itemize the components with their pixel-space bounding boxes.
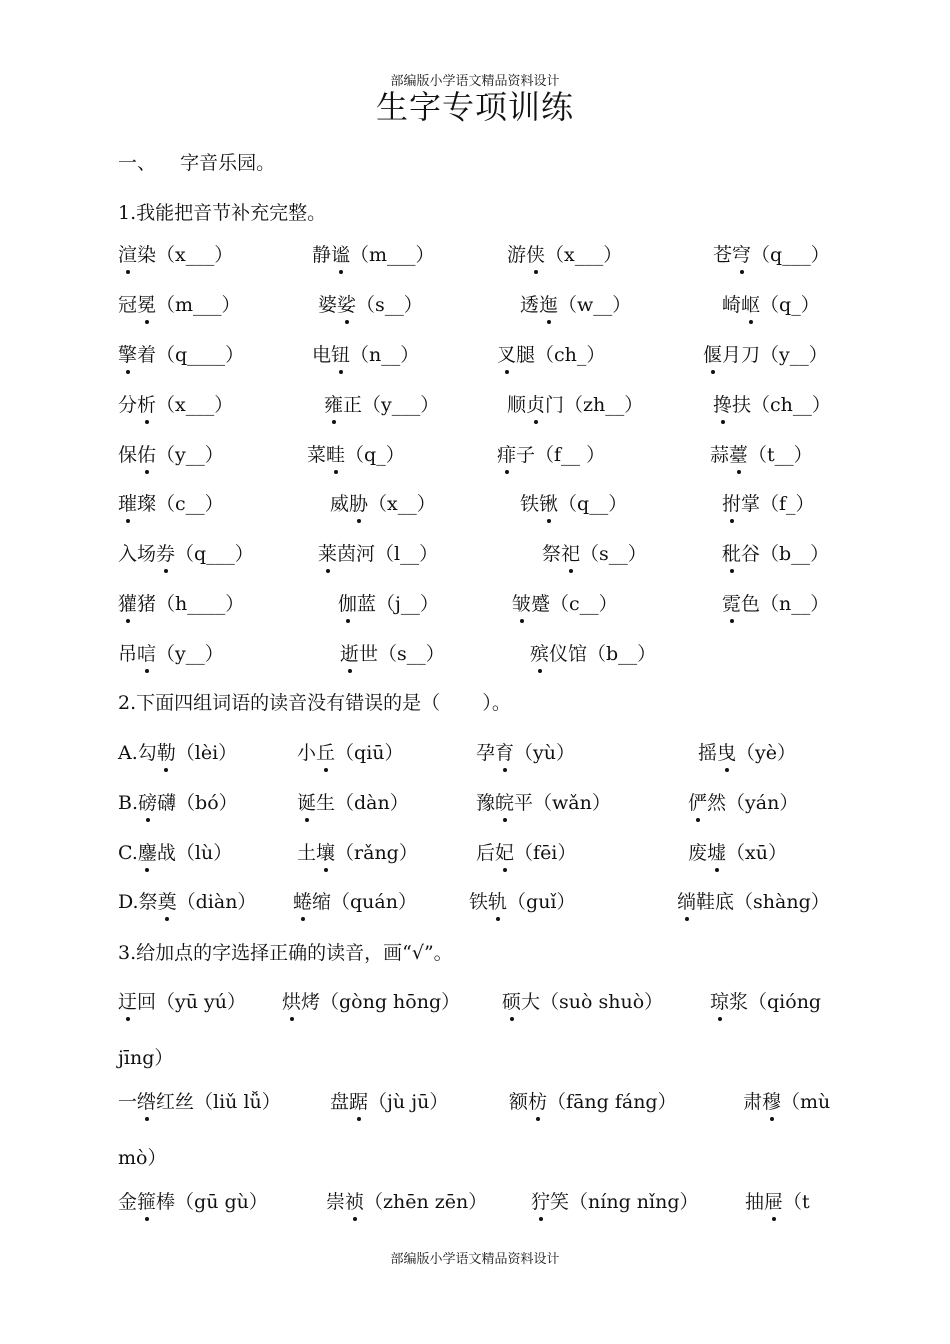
q1-word-item [118,589,244,616]
q3-word-item [710,987,821,1014]
q2-word-item [698,738,796,765]
word-suffix-pinyin: （q___） [751,244,830,266]
q3-word-item [118,1143,166,1170]
word-suffix-pinyin: 腿（ch_） [516,344,606,366]
emphasized-character: 券 [156,539,175,566]
emphasized-character: 踞 [349,1087,368,1114]
emphasized-character: 诞 [297,788,316,815]
word-prefix: 分 [118,394,138,416]
section-heading: 一、 字音乐园。 [118,152,276,174]
emphasized-character: 娑 [337,290,356,317]
emphasized-character: 岖 [741,290,760,317]
emphasized-character: 勒 [157,738,176,765]
word-prefix: jīng） [118,1047,174,1069]
word-prefix: 金 [118,1191,138,1213]
q2-word-item [688,838,787,865]
emphasized-character: 侠 [526,240,545,267]
word-prefix: 入场 [118,543,157,565]
q1-word-item [722,589,829,616]
q1-word-item [713,240,830,267]
word-prefix: 废 [688,842,708,864]
q1-word-item [542,539,647,566]
word-suffix-pinyin: （n__） [350,344,420,366]
word-prefix: A.勾 [118,742,157,764]
word-suffix-pinyin: （xū） [726,842,787,864]
word-suffix-pinyin: 茵河（l__） [337,543,439,565]
word-prefix: 威 [330,493,350,515]
q2-word-item [297,738,404,765]
word-suffix-pinyin: 回（yū yú） [137,991,246,1013]
q2-word-item [118,788,238,815]
word-suffix-pinyin: 生（dàn） [316,792,409,814]
emphasized-character: 祯 [345,1187,364,1214]
emphasized-character: 磅 [138,788,157,815]
word-prefix: 后 [476,842,496,864]
word-suffix-pinyin: （t__） [748,444,813,466]
emphasized-character: 雍 [324,390,343,417]
word-suffix-pinyin: （fāng fáng） [547,1091,677,1113]
word-prefix: 祭 [542,543,562,565]
word-suffix-pinyin: 缩（quán） [312,891,417,913]
question-3-title: 3.给加点的字选择正确的读音，画“√”。 [118,942,453,964]
emphasized-character: 胁 [349,489,368,516]
emphasized-character: 畦 [326,440,345,467]
emphasized-character: 析 [137,390,156,417]
word-prefix: 菜 [307,444,327,466]
q1-word-item [118,290,241,317]
q1-word-item [507,240,622,267]
q1-word-item [710,440,813,467]
emphasized-character: 绱 [677,887,696,914]
q1-word-item [118,539,254,566]
word-prefix: 顺 [507,394,527,416]
word-suffix-pinyin: 门（zh__） [545,394,644,416]
q3-word-item [118,1087,281,1114]
word-suffix-pinyin: 礴（bó） [157,792,238,814]
word-prefix: 透 [520,294,540,316]
word-suffix-pinyin: （lèi） [175,742,238,764]
emphasized-character: 墟 [707,838,726,865]
q3-word-item [118,987,246,1014]
emphasized-character: 祀 [561,539,580,566]
q1-word-item [497,340,605,367]
emphasized-character: 贞 [526,390,545,417]
page-title: 生字专项训练 [375,88,574,126]
q1-word-item [507,390,643,417]
emphasized-character: 育 [495,738,514,765]
word-prefix: 蒜 [710,444,730,466]
word-suffix-pinyin: （mù [781,1091,831,1113]
q3-word-item [502,987,663,1014]
emphasized-character: 迤 [539,290,558,317]
emphasized-character: 硕 [502,987,521,1014]
word-suffix-pinyin: （yè） [736,742,797,764]
emphasized-character: 秕 [722,539,741,566]
word-prefix: B. [118,792,139,814]
word-suffix-pinyin: 蹙（c__） [531,593,618,615]
word-suffix-pinyin: 璨（c__） [137,493,224,515]
emphasized-character: 璀 [118,489,137,516]
word-prefix: 婆 [318,294,338,316]
q1-word-item [118,240,233,267]
word-suffix-pinyin: 正（y___） [343,394,440,416]
word-prefix: 冠 [118,294,138,316]
q1-word-item [324,390,439,417]
q2-word-item [476,788,611,815]
word-suffix-pinyin: （y__） [156,643,224,665]
q1-word-item [118,639,224,666]
q2-word-item [118,838,232,865]
word-prefix: mò） [118,1147,167,1169]
word-prefix: 崎 [722,294,742,316]
word-prefix: 苍 [713,244,733,266]
emphasized-character: 蜷 [293,887,312,914]
word-suffix-pinyin: （q_） [760,294,820,316]
word-suffix-pinyin: （fēi） [514,842,577,864]
q1-word-item [118,440,224,467]
word-prefix: 电 [312,344,332,366]
emphasized-character: 冕 [137,290,156,317]
word-suffix-pinyin: （x___） [156,394,234,416]
word-prefix: 摇 [698,742,718,764]
emphasized-character: 枋 [528,1087,547,1114]
word-prefix: 孕 [476,742,496,764]
emphasized-character: 擎 [118,340,137,367]
emphasized-character: 逝 [340,639,359,666]
word-prefix: 铁 [520,493,540,515]
word-suffix-pinyin: 蓝（j__） [357,593,439,615]
q1-word-item [722,290,820,317]
word-suffix-pinyin: （m___） [350,244,435,266]
emphasized-character: 丘 [316,738,335,765]
word-suffix-pinyin: （q_） [345,444,405,466]
q1-word-item [118,390,233,417]
q1-word-item [307,440,405,467]
word-suffix-pinyin: （rǎng） [335,842,418,864]
emphasized-character: 渲 [118,240,137,267]
word-suffix-pinyin: （q___） [175,543,254,565]
emphasized-character: 钮 [331,340,350,367]
emphasized-character: 獾 [118,589,137,616]
word-suffix-pinyin: 浆（qióng [729,991,822,1013]
q3-word-item [509,1087,677,1114]
q2-word-item [476,838,576,865]
word-suffix-pinyin: （q__） [558,493,628,515]
word-suffix-pinyin: （qiū） [335,742,404,764]
q3-word-item [531,1187,698,1214]
word-suffix-pinyin: （m___） [156,294,241,316]
emphasized-character: 皖 [495,788,514,815]
word-prefix: 崇 [326,1191,346,1213]
word-suffix-pinyin: 棒（gū gù） [156,1191,268,1213]
word-suffix-pinyin: （s__） [356,294,423,316]
page-header: 部编版小学语文精品资料设计 [390,74,560,89]
word-suffix-pinyin: 谷（b__） [741,543,830,565]
q3-word-item [282,987,460,1014]
emphasized-character: 莱 [318,539,337,566]
q3-word-item [326,1187,487,1214]
emphasized-character: 霓 [722,589,741,616]
word-prefix: 土 [297,842,317,864]
word-prefix: 小 [297,742,317,764]
q1-word-item [512,589,618,616]
emphasized-character: 谧 [331,240,350,267]
emphasized-character: 拊 [722,489,741,516]
q1-word-item [340,639,445,666]
emphasized-character: 伽 [338,589,357,616]
word-suffix-pinyin: （jù jū） [368,1091,449,1113]
q1-word-item [312,340,419,367]
word-suffix-pinyin: 月刀（y__） [722,344,828,366]
q1-word-item [520,290,631,317]
q1-word-item [722,539,829,566]
word-suffix-pinyin: 烤（gòng hōng） [301,991,461,1013]
q3-word-item [118,1043,173,1070]
word-prefix: 肃 [743,1091,763,1113]
word-suffix-pinyin: （zhēn zēn） [364,1191,488,1213]
emphasized-character: 痱 [497,440,516,467]
question-1-title: 1.我能把音节补充完整。 [118,202,327,224]
emphasized-character: 佑 [137,440,156,467]
emphasized-character: 殡 [530,639,549,666]
emphasized-character: 鏖 [138,838,157,865]
q2-word-item [688,788,798,815]
word-suffix-pinyin: 笑（níng nǐng） [550,1191,699,1213]
q2-word-item [118,738,237,765]
q1-word-item [338,589,439,616]
q1-word-item [118,340,244,367]
word-suffix-pinyin: 染（x___） [137,244,234,266]
emphasized-character: 唁 [137,639,156,666]
q1-word-item [118,489,224,516]
emphasized-character: 迂 [118,987,137,1014]
emphasized-character: 薹 [729,440,748,467]
q2-word-item [677,887,830,914]
q1-word-item [703,340,828,367]
emphasized-character: 琼 [710,987,729,1014]
emphasized-character: 叉 [497,340,516,367]
q1-word-item [318,539,438,566]
word-suffix-pinyin: （guǐ） [507,891,576,913]
q2-word-item [297,838,418,865]
q2-word-item [469,887,576,914]
emphasized-character: 穆 [762,1087,781,1114]
emphasized-character: 偃 [703,340,722,367]
word-prefix: 铁 [469,891,489,913]
emphasized-character: 轨 [488,887,507,914]
word-suffix-pinyin: （w__） [558,294,632,316]
q3-word-item [118,1187,268,1214]
emphasized-character: 狞 [531,1187,550,1214]
q3-word-item [330,1087,448,1114]
word-suffix-pinyin: （y__） [156,444,224,466]
emphasized-character: 烘 [282,987,301,1014]
q3-word-item [745,1187,810,1214]
emphasized-character: 曳 [717,738,736,765]
emphasized-character: 壤 [316,838,335,865]
q2-word-item [293,887,417,914]
word-suffix-pinyin: 战（lù） [156,842,233,864]
q1-word-item [713,390,831,417]
q1-word-item [497,440,605,467]
word-suffix-pinyin: 平（wǎn） [514,792,611,814]
emphasized-character: 皱 [512,589,531,616]
word-prefix: 游 [507,244,527,266]
q2-word-item [476,738,575,765]
word-suffix-pinyin: 子（f__ ） [516,444,606,466]
emphasized-character: 妃 [495,838,514,865]
emphasized-character: 绺 [137,1087,156,1114]
emphasized-character: 俨 [688,788,707,815]
emphasized-character: 锹 [539,489,558,516]
q3-word-item [743,1087,830,1114]
word-prefix: 吊 [118,643,138,665]
page-footer: 部编版小学语文精品资料设计 [390,1252,560,1267]
word-suffix-pinyin: （x__） [368,493,436,515]
word-prefix: 盘 [330,1091,350,1113]
q1-word-item [722,489,815,516]
emphasized-character: 穹 [732,240,751,267]
word-prefix: 豫 [476,792,496,814]
q1-word-item [312,240,435,267]
word-suffix-pinyin: （x___） [545,244,623,266]
q2-word-item [118,887,256,914]
emphasized-character: 箍 [137,1187,156,1214]
question-2-title: 2.下面四组词语的读音没有错误的是（ ）。 [118,692,511,714]
q1-word-item [330,489,436,516]
word-suffix-pinyin: （s__） [580,543,647,565]
word-suffix-pinyin: 红丝（liǔ lǚ） [156,1091,281,1113]
word-suffix-pinyin: 仪馆（b__） [549,643,657,665]
word-suffix-pinyin: 扶（ch__） [732,394,831,416]
q1-word-item [530,639,656,666]
word-suffix-pinyin: 猪（h____） [137,593,245,615]
word-suffix-pinyin: （yù） [514,742,576,764]
emphasized-character: 奠 [158,887,177,914]
word-suffix-pinyin: 着（q____） [137,344,245,366]
word-prefix: 一 [118,1091,138,1113]
word-suffix-pinyin: （t [783,1191,810,1213]
emphasized-character: 屉 [764,1187,783,1214]
q1-word-item [318,290,423,317]
word-prefix: 抽 [745,1191,765,1213]
word-suffix-pinyin: 色（n__） [741,593,830,615]
word-suffix-pinyin: 鞋底（shàng） [696,891,830,913]
word-suffix-pinyin: 世（s__） [359,643,445,665]
word-prefix: 额 [509,1091,529,1113]
word-suffix-pinyin: 大（suò shuò） [521,991,664,1013]
word-prefix: D.祭 [118,891,158,913]
word-prefix: C. [118,842,138,864]
q1-word-item [520,489,627,516]
q2-word-item [297,788,409,815]
word-suffix-pinyin: 然（yán） [707,792,799,814]
emphasized-character: 搀 [713,390,732,417]
word-prefix: 保 [118,444,138,466]
word-prefix: 静 [312,244,332,266]
word-suffix-pinyin: 掌（f_） [741,493,815,515]
word-suffix-pinyin: （diàn） [176,891,257,913]
